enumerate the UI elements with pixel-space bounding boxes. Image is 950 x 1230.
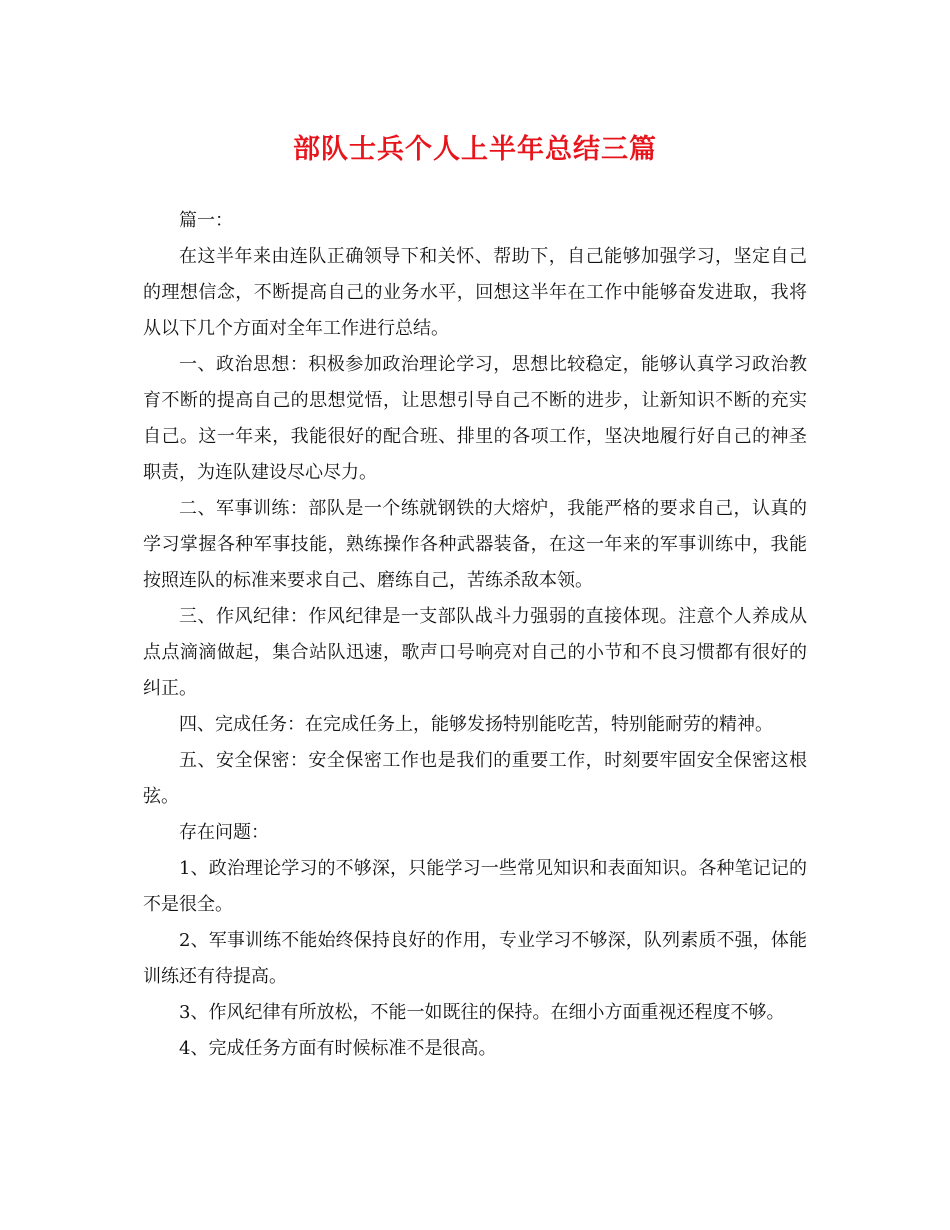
paragraph-military-training: 二、军事训练：部队是一个练就钢铁的大熔炉，我能严格的要求自己，认真的学习掌握各种军事技能，熟练操作各种武器装备，在这一年来的军事训练中，我能按照连队的标准来要求自己、磨练自己，苦练杀敌本领。 bbox=[143, 498, 807, 591]
paragraph-problem-3: 3、作风纪律有所放松，不能一如既往的保持。在细小方面重视还程度不够。 bbox=[179, 1002, 785, 1023]
paragraph-political: 一、政治思想：积极参加政治理论学习，思想比较稳定，能够认真学习政治教育不断的提高自己的思想觉悟，让思想引导自己不断的进步，让新知识不断的充实自己。这一年来，我能很好的配合班、排里的各项工作，坚决地履行好自己的神圣职责，为连队建设尽心尽力。 bbox=[143, 354, 807, 483]
paragraph-security: 五、安全保密：安全保密工作也是我们的重要工作，时刻要牢固安全保密这根弦。 bbox=[143, 750, 807, 807]
paragraph-problems-heading: 存在问题： bbox=[179, 822, 269, 843]
paragraph-section-heading: 篇一： bbox=[179, 210, 233, 231]
document-body bbox=[143, 203, 807, 1067]
paragraph-tasks: 四、完成任务：在完成任务上，能够发扬特别能吃苦，特别能耐劳的精神。 bbox=[179, 714, 773, 735]
paragraph-discipline: 三、作风纪律：作风纪律是一支部队战斗力强弱的直接体现。注意个人养成从点点滴滴做起，集合站队迅速，歌声口号响亮对自己的小节和不良习惯都有很好的纠正。 bbox=[143, 606, 807, 699]
paragraph-problem-1: 1、政治理论学习的不够深，只能学习一些常见知识和表面知识。各种笔记记的不是很全。 bbox=[143, 858, 807, 915]
paragraph-intro: 在这半年来由连队正确领导下和关怀、帮助下，自己能够加强学习，坚定自己的理想信念，不断提高自己的业务水平，回想这半年在工作中能够奋发进取，我将从以下几个方面对全年工作进行总结。 bbox=[143, 246, 807, 339]
paragraph-problem-2: 2、军事训练不能始终保持良好的作用，专业学习不够深，队列素质不强，体能训练还有待提高。 bbox=[143, 930, 807, 987]
paragraph-problem-4: 4、完成任务方面有时候标准不是很高。 bbox=[179, 1038, 497, 1059]
document-title: 部队士兵个人上半年总结三篇 bbox=[293, 134, 657, 165]
